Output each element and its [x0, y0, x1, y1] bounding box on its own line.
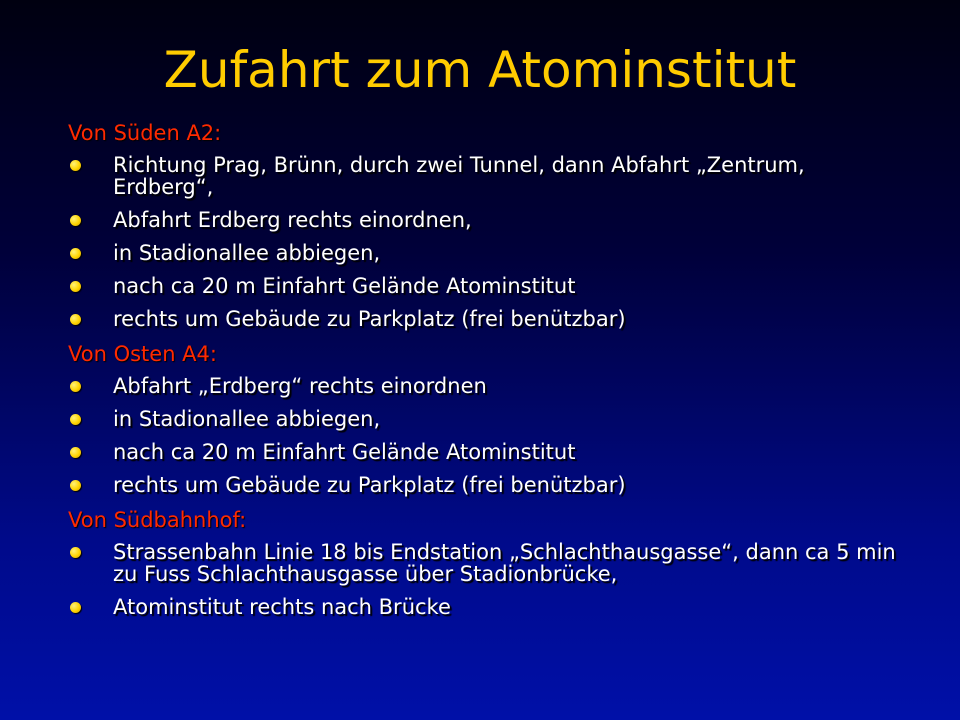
section-osten	[68, 341, 908, 496]
list-item	[68, 308, 908, 330]
bullet-icon	[70, 281, 81, 292]
list-item-text: nach ca 20 m Einfahrt Gelände Atominstitut	[113, 440, 576, 464]
list-item	[68, 154, 908, 198]
section-sued	[68, 120, 908, 330]
list-item	[68, 596, 908, 618]
list-item	[68, 242, 908, 264]
bullet-icon	[70, 381, 81, 392]
list-item-text: Abfahrt „Erdberg“ rechts einordnen	[113, 374, 487, 398]
bullet-icon	[70, 160, 81, 171]
section-heading: Von Osten A4:	[68, 342, 217, 366]
list-item	[68, 209, 908, 231]
list-item	[68, 375, 908, 397]
bullet-icon	[70, 248, 81, 259]
bullet-list	[68, 154, 908, 330]
list-item-text: rechts um Gebäude zu Parkplatz (frei benützbar)	[113, 473, 626, 497]
list-item-text: nach ca 20 m Einfahrt Gelände Atominstitut	[113, 274, 576, 298]
list-item	[68, 408, 908, 430]
bullet-icon	[70, 480, 81, 491]
bullet-list	[68, 375, 908, 496]
slide-title: Zufahrt zum Atominstitut	[163, 41, 797, 99]
bullet-list	[68, 541, 908, 618]
bullet-icon	[70, 414, 81, 425]
slide-content	[68, 120, 908, 629]
bullet-icon	[70, 447, 81, 458]
list-item-text: in Stadionallee abbiegen,	[113, 241, 381, 265]
section-suedbahnhof	[68, 507, 908, 618]
list-item	[68, 541, 908, 585]
section-heading: Von Südbahnhof:	[68, 508, 247, 532]
section-heading: Von Süden A2:	[68, 121, 222, 145]
bullet-icon	[70, 547, 81, 558]
bullet-icon	[70, 215, 81, 226]
list-item-text: rechts um Gebäude zu Parkplatz (frei benützbar)	[113, 307, 626, 331]
list-item-text: Strassenbahn Linie 18 bis Endstation „Schlachthausgasse“, dann ca 5 min zu Fuss Schlachthausgasse über Stadionbrücke,	[113, 540, 896, 586]
list-item	[68, 474, 908, 496]
list-item	[68, 275, 908, 297]
list-item-text: Atominstitut rechts nach Brücke	[113, 595, 451, 619]
list-item-text: Richtung Prag, Brünn, durch zwei Tunnel, dann Abfahrt „Zentrum, Erdberg“,	[113, 153, 805, 199]
list-item-text: Abfahrt Erdberg rechts einordnen,	[113, 208, 472, 232]
list-item	[68, 441, 908, 463]
list-item-text: in Stadionallee abbiegen,	[113, 407, 381, 431]
bullet-icon	[70, 314, 81, 325]
bullet-icon	[70, 602, 81, 613]
